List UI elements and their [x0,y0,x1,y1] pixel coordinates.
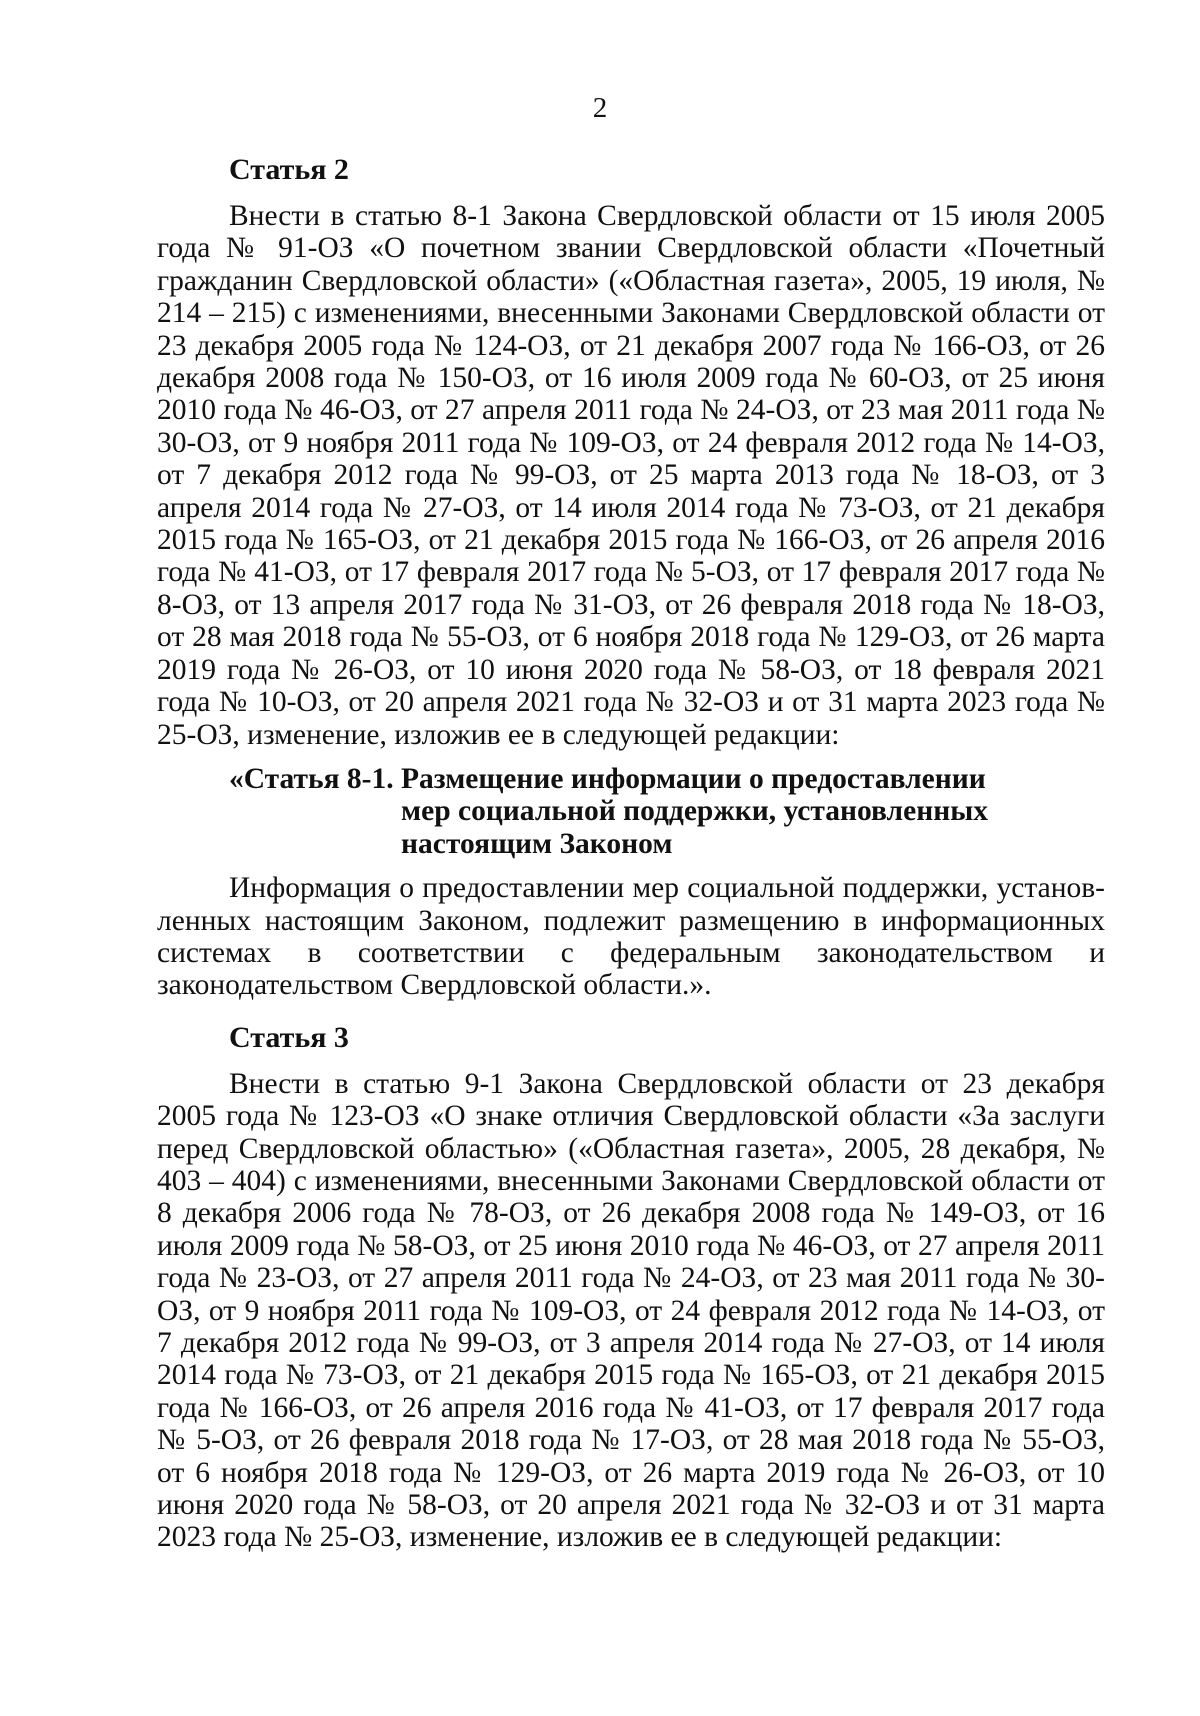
document-body [157,150,1105,1554]
article-2-paragraph: Внести в статью 8-1 Закона Свердловской области от 15 июля 2005 года № 91-ОЗ «О почетном звании Свердловской области «Почетный гражданин Свердловской области» («Областная газета», 2005, 19 июля, № 214 – 215) с изменениями, внесенными Законами Свердловской области от 23 декабря 2005 года № 124-ОЗ, от 21 декабря 2007 года № 166-ОЗ, от 26 декабря 2008 года № 150-ОЗ, от 16 июля 2009 года № 60-ОЗ, от 25 июня 2010 года № 46-ОЗ, от 27 апреля 2011 года № 24-ОЗ, от 23 мая 2011 года № 30-ОЗ, от 9 ноября 2011 года № 109-ОЗ, от 24 февраля 2012 года № 14-ОЗ, от 7 декабря 2012 года № 99-ОЗ, от 25 марта 2013 года № 18-ОЗ, от 3 апреля 2014 года № 27-ОЗ, от 14 июля 2014 года № 73-ОЗ, от 21 декабря 2015 года № 165-ОЗ, от 21 декабря 2015 года № 166-ОЗ, от 26 апреля 2016 года № 41-ОЗ, от 17 февраля 2017 года № 5-ОЗ, от 17 февраля 2017 года № 8-ОЗ, от 13 апреля 2017 года № 31-ОЗ, от 26 февраля 2018 года № 18-ОЗ, от 28 мая 2018 года № 55-ОЗ, от 6 ноября 2018 года № 129-ОЗ, от 26 марта 2019 года № 26-ОЗ, от 10 июня 2020 года № 58-ОЗ, от 18 февраля 2021 года № 10-ОЗ, от 20 апреля 2021 года № 32-ОЗ и от 31 марта 2023 года № 25-ОЗ, изменение, изложив ее в следующей редакции: [157,200,1105,751]
article-8-1-heading [157,763,1105,860]
article-8-1-heading-line-1: «Статья 8-1. Размещение информации о предоставлении [229,762,986,795]
article-3-paragraph: Внести в статью 9-1 Закона Свердловской области от 23 декабря 2005 года № 123-ОЗ «О знаке отличия Свердловской области «За заслуги перед Свердловской областью» («Областная газета», 2005, 28 декабря, № 403 – 404) с изменениями, внесенными Законами Свердловской области от 8 декабря 2006 года № 78-ОЗ, от 26 декабря 2008 года № 149-ОЗ, от 16 июля 2009 года № 58-ОЗ, от 25 июня 2010 года № 46-ОЗ, от 27 апреля 2011 года № 23-ОЗ, от 27 апреля 2011 года № 24-ОЗ, от 23 мая 2011 года № 30-ОЗ, от 9 ноября 2011 года № 109-ОЗ, от 24 февраля 2012 года № 14-ОЗ, от 7 декабря 2012 года № 99-ОЗ, от 3 апреля 2014 года № 27-ОЗ, от 14 июля 2014 года № 73-ОЗ, от 21 декабря 2015 года № 165-ОЗ, от 21 декабря 2015 года № 166-ОЗ, от 26 апреля 2016 года № 41-ОЗ, от 17 февраля 2017 года № 5-ОЗ, от 26 февраля 2018 года № 17-ОЗ, от 28 мая 2018 года № 55-ОЗ, от 6 ноября 2018 года № 129-ОЗ, от 26 марта 2019 года № 26-ОЗ, от 10 июня 2020 года № 58-ОЗ, от 20 апреля 2021 года № 32-ОЗ и от 31 марта 2023 года № 25-ОЗ, изменение, изложив ее в следующей редакции: [157,1067,1105,1554]
article-3-heading: Статья 3 [229,1020,349,1054]
page-number: 2 [592,92,608,124]
article-8-1-heading-line-2: мер социальной поддержки, установленных [401,795,988,828]
article-8-1-paragraph: Информация о предоставлении мер социальной поддержки, установленных настоящим Законом, подлежит размещению в информационных системах в соответствии с федеральным законодательством и законодательством Свердловской области.». [157,872,1105,1002]
article-2-heading: Статья 2 [229,153,349,186]
article-8-1-heading-line-3: настоящим Законом [401,827,673,860]
